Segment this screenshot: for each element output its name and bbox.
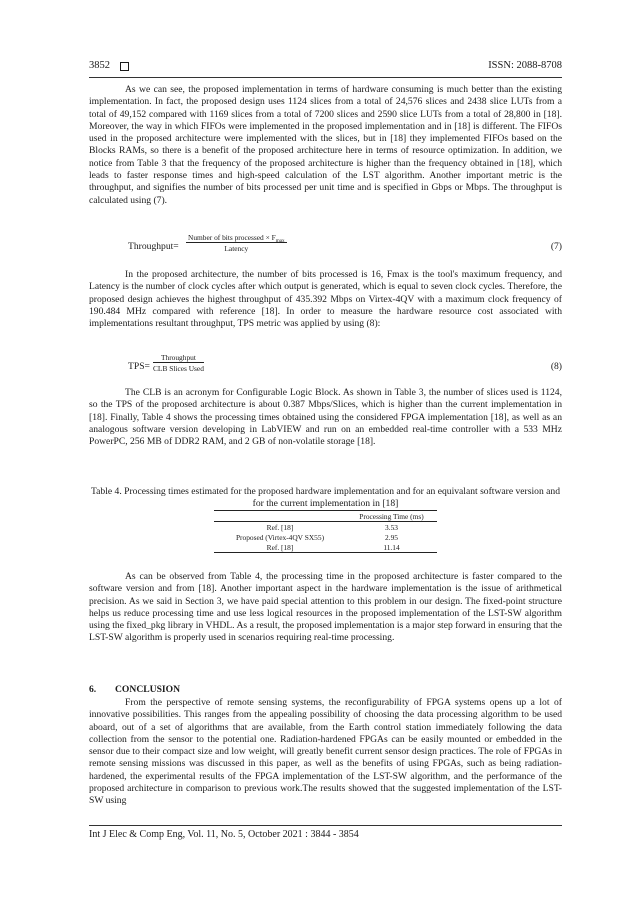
table-cell-implementation: Ref. [18] (214, 542, 346, 553)
section-heading-conclusion (89, 684, 180, 695)
paragraph-hardware-consumption: As we can see, the proposed implementation in terms of hardware consuming is much better than the existing implementation. In fact, the proposed design uses 1124 slices from a total of 24,576 slices and 2438 slice LUTs from a total of 49,152 compared with 1169 slices from a total of 7200 slices and 2590 slice LUTs from a total of 28,800 in [18]. Moreover, the way in which FIFOs were implemented in the proposed implementation and in [18] is different. The FIFOs used in the proposed architecture were implemented with the slices, but in [18] they implemented FIFOs based on the Blocks RAMs, so there is a benefit of the proposed architecture here in terms of resource optimization. In addition, we notice from Table 3 that the frequency of the proposed architecture is higher than the frequency obtained in [18], which leads to faster response times and high-speed calculation of the LST algorithm. Another important metric is the throughput, and signifies the number of bits processed per unit time and is specified in Gbps or Mbps. The throughput is calculated using (7). (89, 84, 562, 206)
table-row (214, 522, 437, 533)
running-header (89, 60, 562, 74)
equation-8-number: (8) (550, 361, 562, 372)
page-number: 3852 (89, 60, 110, 71)
equation-8-lhs: TPS= (128, 361, 150, 372)
equation-7 (128, 233, 562, 261)
table-header-cell (214, 511, 346, 522)
table-cell-implementation: Proposed (Virtex-4QV SX55) (235, 532, 325, 542)
table-4 (214, 510, 437, 553)
equation-8-fraction (153, 353, 204, 373)
issn-label: ISSN: 2088-8708 (488, 60, 562, 71)
table-cell-time: 3.53 (385, 522, 398, 532)
table-cell-time: 2.95 (385, 532, 398, 542)
section-title: CONCLUSION (115, 684, 181, 695)
paragraph-processing-time: As can be observed from Table 4, the processing time in the proposed architecture is faster compared to the software version and from [18]. Another important aspect in the hardware implementation is the issue of arithmetical precision. As we said in Section 3, we have paid special attention to this problem in our design. The fixed-point structure helps us reduce processing time and use less logical resources in the proposed implementation of the LST-SW algorithm using the fixed_pkg library in VHDL. As a result, the proposed implementation is a major step forward in ensuring that the LST-SW algorithm is properly used in scenarios requiring real-time processing. (89, 571, 562, 644)
table-header-row (214, 511, 437, 522)
equation-7-numerator: Number of bits processed × $F_{max}$ (188, 233, 285, 244)
equation-7-lhs: Throughput= (128, 241, 179, 252)
equation-8-denominator: CLB Slices Used (153, 364, 204, 373)
paragraph-throughput-results: In the proposed architecture, the number of bits processed is 16, Fmax is the tool's maximum frequency, and Latency is the number of clock cycles after which output is generated, which is equal to seven clock cycles. Therefore, the proposed design achieves the highest throughput of 435.392 Mbps on Virtex-4QV with a maximum clock frequency of 190.484 MHz compared with reference [18]. In order to measure the hardware resource cost associated with implementations resultant throughput, TPS metric was applied by using (8): (89, 269, 562, 330)
header-rule (89, 77, 562, 78)
paragraph-conclusion: From the perspective of remote sensing systems, the reconfigurability of FPGA systems opens up a lot of innovative possibilities. This ranges from the appealing possibility of choosing the data processing algorithm to be used aboard, out of a set of algorithms that are available, from the Earth control station immediately following the data collection from the sensor to the potential one. Radiation-hardened FPGAs can be easily mounted or embedded in the sensor due to their compact size and low weight, will greatly benefit current sensor design practices. The role of FPGAs in remote sensing missions was discussed in this paper, as well as the benefits of using FPGAs, such as being radiation-hardened, the experimental results of the FPGA implementation of the LST-SW algorithm, and the performance of the proposed architecture in comparison to previous work.The results showed that the suggested implementation of the LST-SW using (89, 697, 562, 807)
table-cell-time: 11.14 (346, 542, 437, 553)
running-footer: Int J Elec & Comp Eng, Vol. 11, No. 5, October 2021 : 3844 - 3854 (89, 829, 359, 840)
equation-7-fraction (186, 233, 287, 253)
equation-7-number: (7) (550, 241, 562, 252)
table-row (214, 542, 437, 553)
equation-8 (128, 353, 562, 381)
equation-7-denominator: Latency (224, 244, 249, 253)
table-4-caption: Table 4. Processing times estimated for the proposed hardware implementation and for an equivalant software version and for the current implementation in [18] (90, 486, 560, 510)
section-number: 6. (89, 684, 97, 695)
paragraph-clb-tps: The CLB is an acronym for Configurable Logic Block. As shown in Table 3, the number of slices used is 1124, so the TPS of the proposed architecture is about 0.387 Mbps/Slices, which is higher than the current implementation in [18]. Finally, Table 4 shows the processing times obtained using the considered FPGA implementation [18], as well as an analogous software version developing in LabVIEW and run on an embedded real-time controller with a 533 MHz PowerPC, 256 MB of DDR2 RAM, and 2 GB of non-volatile storage [18]. (89, 387, 562, 448)
footer-rule (89, 825, 562, 826)
table-row (214, 532, 437, 542)
table-cell-implementation: Ref. [18] (266, 522, 294, 532)
equation-8-numerator: Throughput (153, 353, 204, 363)
square-bullet-icon (120, 62, 129, 71)
table-header-processing-time: Processing Time (ms) (346, 511, 437, 522)
